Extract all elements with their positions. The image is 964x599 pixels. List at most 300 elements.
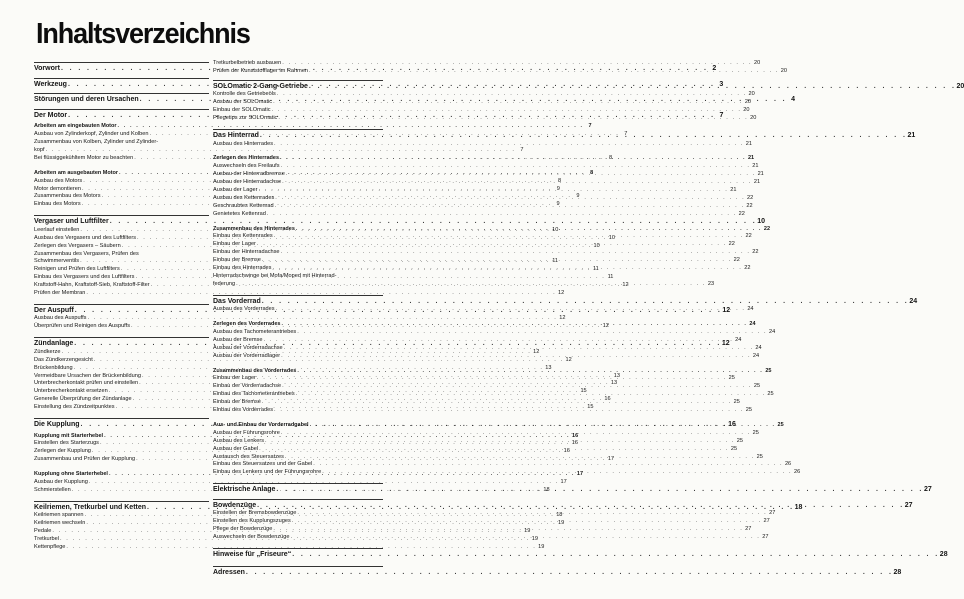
toc-page-number: 27 [904,501,913,509]
toc-leader-dots [266,211,737,219]
toc-leader-dots [280,321,747,329]
section-rule [34,93,209,94]
toc-subsection[interactable] [34,123,592,131]
toc-entry-title: Brückenbildung [34,364,73,371]
toc-page-number: 11 [592,266,599,273]
toc-entry-title: Ausbau der Bremse [213,336,263,343]
toc-entry-title: Ausbau der Gabel [213,445,259,452]
toc-entry-title: Einbau der Bremse [213,399,261,406]
toc-entry-title: Ausbau des Kettenrades [213,194,275,201]
toc-leader-dots [295,226,762,234]
toc-entry-title: Vermeidbare Ursachen der Brückenbildung [34,372,141,379]
toc-page-number: 25 [728,375,735,382]
toc-page-number: 24 [747,306,754,313]
toc-entry-title: Ausbau des Vorderrades [213,306,275,313]
toc-leader-dots [284,454,755,462]
toc-page-number: 21 [907,131,916,139]
toc-entry-title: Motor demontieren [34,185,81,192]
toc-leader-dots [235,281,706,289]
toc-page-number: 12 [533,348,540,355]
toc-page-number: 7 [624,131,628,138]
toc-leader-dots [280,430,751,438]
toc-leader-dots [296,510,767,518]
toc-entry-title: Zerlegen der Kupplung [34,448,91,455]
toc-entry-title: Ausbau der Vorderradachse [213,344,283,351]
toc-page-number: 18 [543,486,550,493]
toc-leader-dots [275,306,746,314]
section-rule [34,62,209,63]
toc-page-number: 12 [722,306,731,314]
toc-entry-title: Störungen und deren Ursachen [34,96,139,104]
toc-entry[interactable] [213,171,764,179]
toc-page-number: 20 [753,59,761,66]
toc-entry-title: Elektrische Anlage [213,486,276,494]
toc-leader-dots [308,82,956,92]
toc-page-number: 24 [755,344,762,351]
toc-entry-title: Zusammenbau des Vergasers, Prüfen des [34,250,139,257]
toc-entry[interactable] [213,202,753,211]
toc-page-number: 16 [728,420,736,428]
toc-entry-title: Geschraubtes Kettenrad [213,202,274,209]
toc-page-number: 12 [558,289,565,296]
toc-entry-title: Vergaser und Luftfilter [34,218,109,226]
toc-leader-dots [309,422,776,430]
toc-page-number: 10 [757,218,766,226]
toc-page-number: 25 [765,367,772,374]
toc-leader-dots [277,115,748,123]
toc-leader-dots [271,265,742,273]
toc-entry-title: Keilriemen, Tretkurbel und Ketten [34,503,147,511]
toc-page-number: 27 [745,526,752,533]
toc-page-number: 16 [572,432,579,439]
toc-page-number: 7 [588,123,592,130]
toc-entry[interactable] [34,356,572,365]
toc-page-number: 22 [747,194,754,201]
toc-page-number: 19 [531,536,538,543]
toc-entry-title: Ausbau der Hinterradbremse [213,171,285,178]
toc-entry-title: Einbau des Kettenrades [213,233,273,240]
toc-page-number: 15 [587,404,594,411]
toc-entry-title: Zündkerze [34,348,61,355]
toc-page-number: 8 [590,169,594,176]
toc-entry-title: Einbau der Lager [213,375,256,382]
toc-entry-title: Ausbau der Vorderradlager [213,352,281,359]
section-rule [213,483,383,484]
toc-page-number: 22 [728,241,735,248]
toc-page-number: 3 [719,80,724,88]
toc-leader-dots [256,241,727,249]
toc-entry-title: Einbau des Motors [34,201,81,208]
toc-entry-title: Ausbau der SOLOmatic [213,99,273,106]
toc-leader-dots [281,383,752,391]
toc-entry-title: Schwimmerventils [34,258,80,265]
toc-page-number: 9 [556,185,560,192]
toc-page-number: 25 [767,391,774,398]
section-rule [34,337,209,338]
toc-entry[interactable] [213,140,752,149]
toc-page-number: 19 [558,520,565,527]
toc-entry-title: SOLOmatic 2-Gang-Getriebe [213,82,308,90]
toc-page-number: 12 [565,356,572,363]
toc-leader-dots [280,163,751,171]
toc-page-number: 25 [756,453,763,460]
toc-page-number: 25 [736,437,743,444]
toc-entry-title: Das Hinterrad [213,131,259,139]
section-rule [34,304,209,305]
toc-leader-dots [261,257,732,265]
toc-entry-title: Keilriemen spannen [34,512,84,519]
toc-entry-title: Ausbau des Hinterrades [213,140,274,147]
toc-entry-title: Ausbau des Tachometerantriebes [213,329,297,336]
toc-page-number: 17 [576,471,584,478]
toc-entry-title: Kupplung ohne Starterhebel [34,471,108,478]
toc-entry-title: Ausbau des Auspuffs [34,315,87,322]
toc-entry-title: Zusammenbau des Hinterrades [213,225,295,232]
toc-entry-title: Der Auspuff [34,306,74,314]
toc-entry-title: Keilriemen wechseln [34,520,86,527]
toc-entry-title: federung [213,280,236,287]
toc-page-number: 13 [610,380,618,387]
toc-entry-title: Kraftstoff-Hahn, Kraftstoff-Sieb, Kraftstoff-Filter [34,282,150,289]
toc-entry-title: Das Zündkerzengesicht [34,356,93,363]
toc-section[interactable] [213,131,916,141]
toc-entry[interactable] [213,163,759,171]
toc-entry-title: Einbau des Steuersatzes und der Gabel [213,461,313,468]
toc-leader-dots [279,155,746,163]
toc-page-number: 25 [745,407,752,414]
toc-page-number: 21 [753,179,761,186]
toc-leader-dots [274,203,745,211]
toc-entry-title: Kontrolle des Getriebeöls [213,91,276,98]
toc-page-number: 10 [552,226,559,233]
toc-entry[interactable] [34,479,567,487]
toc-page-number: 23 [707,280,715,287]
toc-entry-title: Einbau des Hinterrades [213,264,272,271]
toc-page-number: 27 [769,510,776,517]
toc-entry-title: Einbau der SOLOmatic [213,107,271,114]
toc-entry-title: Hinweise für „Friseure“ [213,550,292,558]
toc-page-number: 21 [730,186,737,193]
toc-page-number: 12 [622,282,629,289]
toc-page-number: 22 [738,210,745,217]
toc-entry-title: kopf [34,147,45,154]
toc-entry-title: Einstellen der Bremsbowdenzüge [213,510,297,517]
toc-entry-title: Generelle Überprüfung der Zündanlage [34,396,132,403]
toc-entry-title: Ausbau des Motors [34,177,83,184]
toc-page-number: 26 [784,461,792,468]
toc-entry-title: Ausbau der Hinterradachse [213,179,282,186]
toc-page-number: 21 [752,163,759,170]
toc-page-number: 24 [735,336,742,343]
toc-entry-title: Auswechseln des Freilaufs [213,163,280,170]
toc-page-number: 25 [730,445,738,452]
toc-leader-dots [273,233,744,241]
toc-page-number: 24 [909,297,918,305]
toc-leader-dots [273,141,744,149]
toc-entry-title: Zusammenbau und Prüfen der Kupplung [34,456,136,463]
toc-entry[interactable] [213,210,745,219]
toc-entry-title: Auswechseln der Bowdenzüge [213,534,290,541]
toc-entry-title: Unterbrecherkontakt prüfen und einstellen [34,380,139,387]
section-rule [34,109,209,110]
toc-entry[interactable] [213,186,737,195]
section-rule [34,78,209,79]
toc-page-number: 15 [580,388,587,395]
toc-entry-title: Prüfen der Membran [34,289,86,296]
toc-entry-title: Zusammenbau des Motors [34,193,101,200]
toc-entry-title: Werkzeug [34,80,67,88]
toc-leader-dots [291,550,939,560]
toc-entry-title: Pflege der Bowdenzüge [213,526,273,533]
toc-entry-title: Einbau des Tachometerantriebes [213,391,295,398]
toc-entry-title: Einbau der Vorderradachse [213,383,282,390]
toc-leader-dots [296,368,763,376]
toc-page-number: 8 [609,154,613,161]
toc-section[interactable] [213,568,902,578]
toc-entry-title: Austausch des Steuersatzes [213,453,284,460]
toc-page-number: 27 [923,486,932,494]
toc-page-number: 25 [752,429,759,436]
toc-entry-title: Tretkurbelbetrieb ausbauen [213,59,282,66]
toc-page-number: 11 [552,258,559,265]
toc-page-number: 18 [556,512,563,519]
toc-entry-title: Ausbau des Vergasers und des Luftfilters [34,234,136,241]
toc-section[interactable] [213,82,964,92]
toc-leader-dots [271,107,742,115]
toc-page-number: 25 [777,421,784,428]
toc-page-number: 9 [556,201,560,208]
toc-page-number: 10 [593,242,600,249]
toc-leader-dots [312,461,783,469]
toc-entry[interactable] [213,194,754,203]
toc-page-number: 21 [757,171,764,178]
toc-page-number: 20 [748,91,755,98]
toc-page-number: 22 [752,249,759,256]
toc-entry-title: Leerlauf einstellen [34,226,80,233]
toc-leader-dots [280,353,751,361]
toc-leader-dots [283,345,754,353]
toc-entry-title: Bei flüssiggekühltem Motor zu beachten [34,154,134,161]
toc-page-number: 4 [791,96,796,104]
toc-page-number: 18 [794,503,803,511]
toc-page-number: 28 [939,550,948,558]
toc-leader-dots [256,501,904,511]
toc-leader-dots [272,526,743,534]
toc-entry[interactable] [34,543,545,552]
toc-entry-title: Einstellen des Kupplungszuges [213,518,291,525]
toc-page-number: 27 [762,534,769,541]
toc-page-number: 19 [538,543,545,550]
toc-page-number: 24 [768,329,776,336]
toc-entry-title: Einstellen des Starterzugs [34,440,99,447]
toc-leader-dots [275,485,923,495]
toc-page-number: 13 [613,372,620,379]
toc-entry-title: Zusammenbau von Kolben, Zylinder und Zylinder- [34,139,159,146]
toc-page-number: 17 [560,479,567,486]
toc-entry-title: Reinigen und Prüfen des Luftfilters [34,266,120,273]
toc-page-number: 7 [719,111,724,119]
toc-entry-title: Schmierstellen [34,486,71,493]
toc-leader-dots [281,60,752,68]
toc-page-number: 22 [746,202,753,209]
toc-entry-title: Pflegetips zur SOLOmatic [213,115,278,122]
toc-entry-title: Einstellung des Zündzeitpunktes [34,404,115,411]
toc-entry-title: Einbau der Bremse [213,257,261,264]
toc-entry-title: Der Motor [34,111,68,119]
toc-page-number: 24 [752,352,760,359]
toc-leader-dots [259,131,907,141]
toc-entry[interactable] [34,147,524,155]
toc-entry[interactable] [213,107,750,115]
toc-entry-title: Bowdenzüge [213,501,257,509]
toc-leader-dots [261,399,732,407]
toc-page-number: 25 [753,383,761,390]
toc-entry[interactable] [213,91,755,99]
toc-entry-title: Adressen [213,568,245,576]
toc-entry[interactable] [34,139,209,147]
toc-entry[interactable] [34,289,565,298]
toc-entry-title: Pedale [34,528,52,535]
toc-page-number: 7 [520,147,524,154]
toc-page-number: 26 [793,469,801,476]
toc-entry-title: Einbau des Vorderrades [213,407,274,414]
toc-page-number: 12 [721,340,730,348]
toc-leader-dots [261,297,909,307]
toc-leader-dots [272,99,743,107]
toc-page-number: 12 [602,323,609,330]
toc-entry-title: Einbau des Vergasers und des Luftfilters [34,274,135,281]
toc-page-number: 21 [748,155,755,162]
toc-page-number: 20 [780,67,788,74]
toc-entry-title: Ausbau der Kupplung [34,479,88,486]
toc-entry-title: Kettenpflege [34,543,66,550]
toc-page-number: 20 [750,115,757,122]
toc-entry-title: Zusammenbau des Vorderrades [213,367,297,374]
section-rule [213,80,383,81]
toc-page-number: 28 [893,568,902,576]
toc-entry-title: Zerlegen des Vergasers – Säubern [34,242,121,249]
toc-section[interactable] [34,217,766,227]
toc-page-number: 13 [545,364,552,371]
toc-page-number: 16 [563,448,570,455]
toc-entry-title: Ausbau der Lager [213,186,258,193]
toc-leader-dots [264,438,735,446]
section-rule [213,566,383,567]
toc-page-number: 20 [744,99,752,106]
toc-entry-title: Unterbrecherkontakt ersetzen [34,388,108,395]
toc-entry[interactable] [213,461,792,469]
toc-page-number: 17 [607,456,615,463]
toc-page-number: 10 [608,234,615,241]
toc-entry-title: Hinterradschwinge bei Mofa/Moped mit Hinterrad- [213,272,337,279]
toc-entry[interactable] [213,249,759,257]
toc-page-number: 22 [744,264,751,271]
toc-entry-title: Die Kupplung [34,420,80,428]
page-title: Inhaltsverzeichnis [36,18,250,50]
toc-page-number: 9 [576,193,580,200]
toc-leader-dots [262,337,733,345]
toc-leader-dots [280,249,751,257]
toc-entry-title: Zündanlage [34,340,74,348]
toc-page-number: 27 [763,518,770,525]
toc-page-number: 11 [607,274,614,281]
toc-leader-dots [257,187,728,195]
toc-entry[interactable] [213,179,761,187]
section-rule [213,548,383,549]
toc-page-number: 8 [558,177,562,184]
toc-leader-dots [321,469,792,477]
toc-leader-dots [308,68,779,76]
toc-leader-dots [274,195,745,203]
toc-entry-title: Kupplung mit Starterhebel [34,432,104,439]
toc-entry-title: Ausbau von Zylinderkopf, Zylinder und Kolben [34,131,149,138]
toc-entry-title: Ausbau des Lenkers [213,437,264,444]
toc-page-number: 21 [745,140,752,147]
toc-page-number: 2 [712,65,717,72]
toc-entry[interactable] [213,99,752,107]
toc-page-number: 16 [571,440,578,447]
toc-entry[interactable] [213,115,757,123]
toc-entry-title: Das Vorderrad [213,297,261,305]
toc-leader-dots [285,171,756,179]
toc-entry[interactable] [213,329,776,337]
section-rule [34,418,209,419]
toc-page-number: 22 [745,233,752,240]
toc-entry-title: Einbau der Hinterradachse [213,249,280,256]
toc-page-number: 22 [763,225,771,232]
toc-page-number: 19 [524,528,531,535]
toc-leader-dots [273,407,744,415]
section-rule [213,129,383,130]
toc-entry[interactable] [34,251,209,259]
toc-leader-dots [245,568,893,578]
toc-entry-title: Vorwort [34,65,60,72]
toc-leader-dots [256,372,727,383]
toc-page-number: 24 [749,321,756,328]
toc-leader-dots [276,91,747,99]
toc-entry-title: Arbeiten am ausgebauten Motor [34,169,119,176]
toc-entry-title: Tretkurbel [34,536,59,543]
toc-section[interactable] [213,297,918,307]
toc-entry-title: Zerlegen des Hinterrades [213,155,280,162]
toc-entry-title: Ausbau der Führungsrohre [213,429,280,436]
toc-entry-title: Arbeiten am eingebauten Motor [34,123,117,130]
toc-page-number: 20 [743,107,750,114]
toc-section[interactable] [213,550,948,560]
toc-entry[interactable] [213,273,383,281]
toc-page-number: 16 [604,396,611,403]
toc-page-number: 25 [733,399,740,406]
toc-entry-title: Überprüfen und Reinigen des Auspuffs [34,323,130,330]
toc-leader-dots [281,179,752,187]
toc-leader-dots [295,391,766,399]
toc-entry-title: Aus- und Einbau der Vorderradgabel [213,421,309,428]
toc-subsection[interactable] [213,155,755,163]
section-rule [213,499,383,500]
toc-leader-dots [296,329,767,337]
toc-entry-title: Einbau des Lenkers und der Führungsrohre [213,469,322,476]
toc-entry-title: Prüfen der Kunststofflager im Rahmen [213,67,309,74]
section-rule [34,501,209,502]
toc-entry[interactable] [213,59,761,68]
toc-entry-title: Zerlegen des Vorderrades [213,321,281,328]
toc-page-number: 22 [733,257,740,264]
toc-page-number: 20 [956,82,964,90]
toc-leader-dots [258,446,729,454]
toc-leader-dots [290,534,761,542]
toc-entry[interactable] [213,67,788,76]
section-rule [213,295,383,296]
